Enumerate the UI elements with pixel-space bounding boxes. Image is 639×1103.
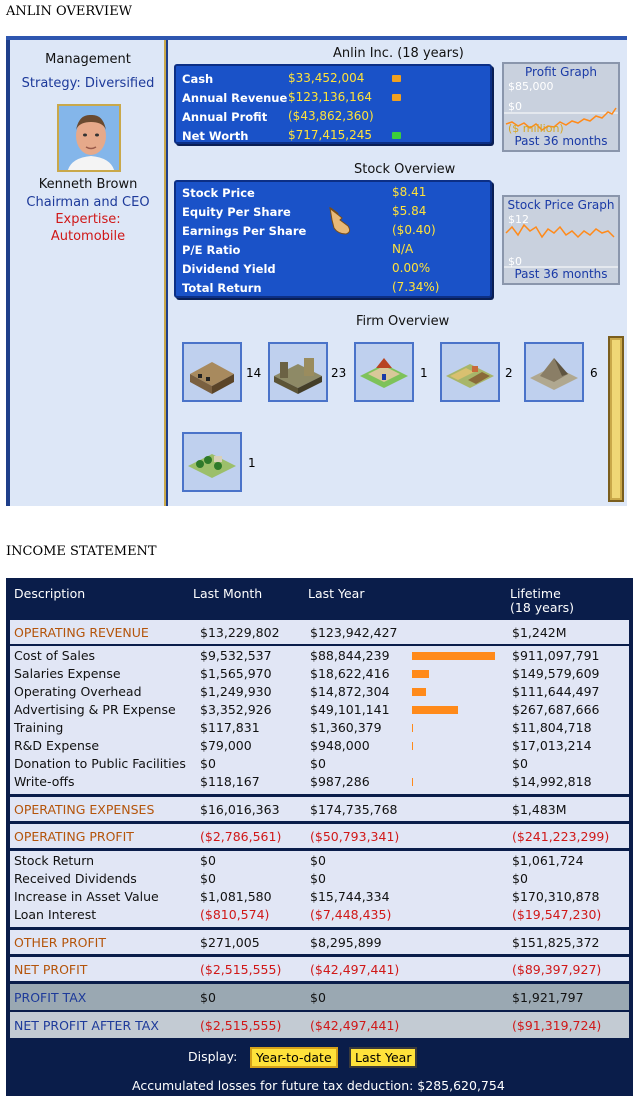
pe-ratio-value: N/A — [392, 242, 414, 256]
profit-tax-row: PROFIT TAX $0 $0 $1,921,797 — [10, 984, 629, 1010]
profit-graph[interactable] — [502, 62, 620, 152]
net-profit-after-tax-row: NET PROFIT AFTER TAX ($2,515,555) ($42,497,441) ($91,319,724) — [10, 1012, 629, 1038]
dividend-yield-value: 0.00% — [392, 261, 431, 275]
stock-title: Stock Overview — [354, 162, 456, 177]
net-worth-bar — [392, 132, 401, 139]
cash-value: $33,452,004 — [288, 71, 365, 85]
cash-bar — [392, 75, 401, 82]
net-profit-row: NET PROFIT ($2,515,555) ($42,497,441) ($89,397,927) — [10, 957, 629, 981]
profit-graph-period: Past 36 months — [514, 134, 608, 148]
management-title: Management — [45, 52, 131, 67]
net-worth-label: Net Worth — [182, 129, 249, 143]
writeoffs-bar — [412, 778, 413, 786]
advertising-bar — [412, 706, 458, 714]
annual-revenue-bar — [392, 94, 401, 101]
operating-expenses-row: OPERATING EXPENSES $16,016,363 $174,735,768 $1,483M — [10, 797, 629, 821]
company-panel — [168, 40, 627, 506]
annual-profit-value: ($43,862,360) — [288, 109, 374, 123]
other-profit-row: OTHER PROFIT $271,005 $8,295,899 $151,825,372 — [10, 930, 629, 954]
company-title: Anlin Inc. (18 years) — [333, 46, 464, 61]
ceo-portrait[interactable] — [57, 104, 121, 172]
col-last-month: Last Month — [193, 586, 263, 601]
tax-deduction-note: Accumulated losses for future tax deduction: $285,620,754 — [132, 1078, 505, 1093]
factory-icon[interactable] — [268, 342, 328, 402]
training-bar — [412, 724, 413, 732]
earnings-per-share-value: ($0.40) — [392, 223, 436, 237]
firm-title: Firm Overview — [356, 314, 450, 329]
overhead-bar — [412, 688, 426, 696]
research-center-icon[interactable] — [354, 342, 414, 402]
annual-profit-label: Annual Profit — [182, 110, 268, 124]
cash-label: Cash — [182, 72, 214, 86]
dividend-yield-label: Dividend Yield — [182, 262, 276, 276]
annual-revenue-label: Annual Revenue — [182, 91, 288, 105]
farm-icon[interactable] — [440, 342, 500, 402]
expense-rows: Cost of Sales $9,532,537 $88,844,239 $911,097,791 Salaries Expense $1,565,970 $18,622,416 $149,579,609 Operating Overhead $1,249,930 $14,872,304 $111,644,497 Advertising & PR Expense $3,352,926 $49,101,141 $267,687,666 Training $117,831 $1,360,379 $11,804,718 R&D Expense $79,000 $948,000 $17,013,214 Donation to Public Facilities $0 $0 $0 Write-offs $118,167 $987,286 $14,992,818 — [10, 646, 629, 794]
stock-graph-title: Stock Price Graph — [507, 198, 615, 212]
net-worth-value: $717,415,245 — [288, 128, 372, 142]
firm-count-plantation: 1 — [248, 456, 256, 470]
overview-panel — [6, 36, 627, 506]
equity-per-share-value: $5.84 — [392, 204, 427, 218]
profit-graph-title: Profit Graph — [525, 65, 597, 79]
expertise-label: Expertise: — [55, 212, 121, 227]
total-return-value: (7.34%) — [392, 280, 440, 294]
firm-count-factory: 23 — [331, 366, 347, 380]
mine-icon[interactable] — [524, 342, 584, 402]
profit-graph-zero-label: $0 — [508, 100, 522, 113]
stock-price-label: Stock Price — [182, 186, 255, 200]
retail-store-icon[interactable] — [182, 342, 242, 402]
equity-per-share-label: Equity Per Share — [182, 205, 291, 219]
firm-count-retail: 14 — [246, 366, 262, 380]
firm-count-farm: 2 — [505, 366, 513, 380]
firm-scrollbar[interactable] — [608, 336, 624, 502]
col-lifetime: Lifetime — [510, 586, 561, 601]
stock-graph-zero-label: $0 — [508, 255, 522, 268]
col-description: Description — [14, 586, 86, 601]
income-statement-panel — [6, 578, 633, 1096]
cost-of-sales-bar — [412, 652, 495, 660]
income-heading: INCOME STATEMENT — [6, 544, 157, 559]
col-last-year: Last Year — [308, 586, 365, 601]
stock-graph-period: Past 36 months — [514, 267, 608, 281]
plantation-icon[interactable] — [182, 432, 242, 492]
hand-cursor-icon — [324, 202, 358, 236]
operating-revenue-row: OPERATING REVENUE $13,229,802 $123,942,427 $1,242M — [10, 620, 629, 644]
last-year-button[interactable]: Last Year — [349, 1047, 417, 1068]
rnd-bar — [412, 742, 413, 750]
annual-revenue-value: $123,136,164 — [288, 90, 372, 104]
other-rows: Stock Return $0 $0 $1,061,724 Received Dividends $0 $0 $0 Increase in Asset Value $1,081,580 $15,744,334 $170,310,878 Loan Interest ($810,574) ($7,448,435) ($19,547,230) — [10, 851, 629, 927]
profit-graph-top-label: $85,000 — [508, 80, 554, 93]
stock-info-box — [174, 180, 492, 298]
earnings-per-share-label: Earnings Per Share — [182, 224, 307, 238]
salaries-bar — [412, 670, 429, 678]
management-panel — [10, 40, 166, 506]
year-to-date-button[interactable]: Year-to-date — [250, 1047, 338, 1068]
firm-count-research: 1 — [420, 366, 428, 380]
strategy-label: Strategy: Diversified — [21, 76, 155, 91]
stock-price-value: $8.41 — [392, 185, 427, 199]
expertise-value: Automobile — [50, 229, 126, 244]
display-label: Display: — [188, 1049, 238, 1064]
overview-heading: ANLIN OVERVIEW — [6, 4, 133, 19]
pe-ratio-label: P/E Ratio — [182, 243, 241, 257]
ceo-name: Kenneth Brown — [38, 177, 138, 192]
operating-profit-row: OPERATING PROFIT ($2,786,561) ($50,793,341) ($241,223,299) — [10, 824, 629, 848]
profit-graph-unit: ($ million) — [508, 122, 564, 135]
stock-price-graph[interactable] — [502, 195, 620, 285]
ceo-role: Chairman and CEO — [26, 195, 150, 210]
company-financials-box — [174, 64, 492, 144]
firm-count-mine: 6 — [590, 366, 598, 380]
col-lifetime-years: (18 years) — [510, 600, 575, 615]
total-return-label: Total Return — [182, 281, 262, 295]
stock-graph-top-label: $12 — [508, 213, 529, 226]
